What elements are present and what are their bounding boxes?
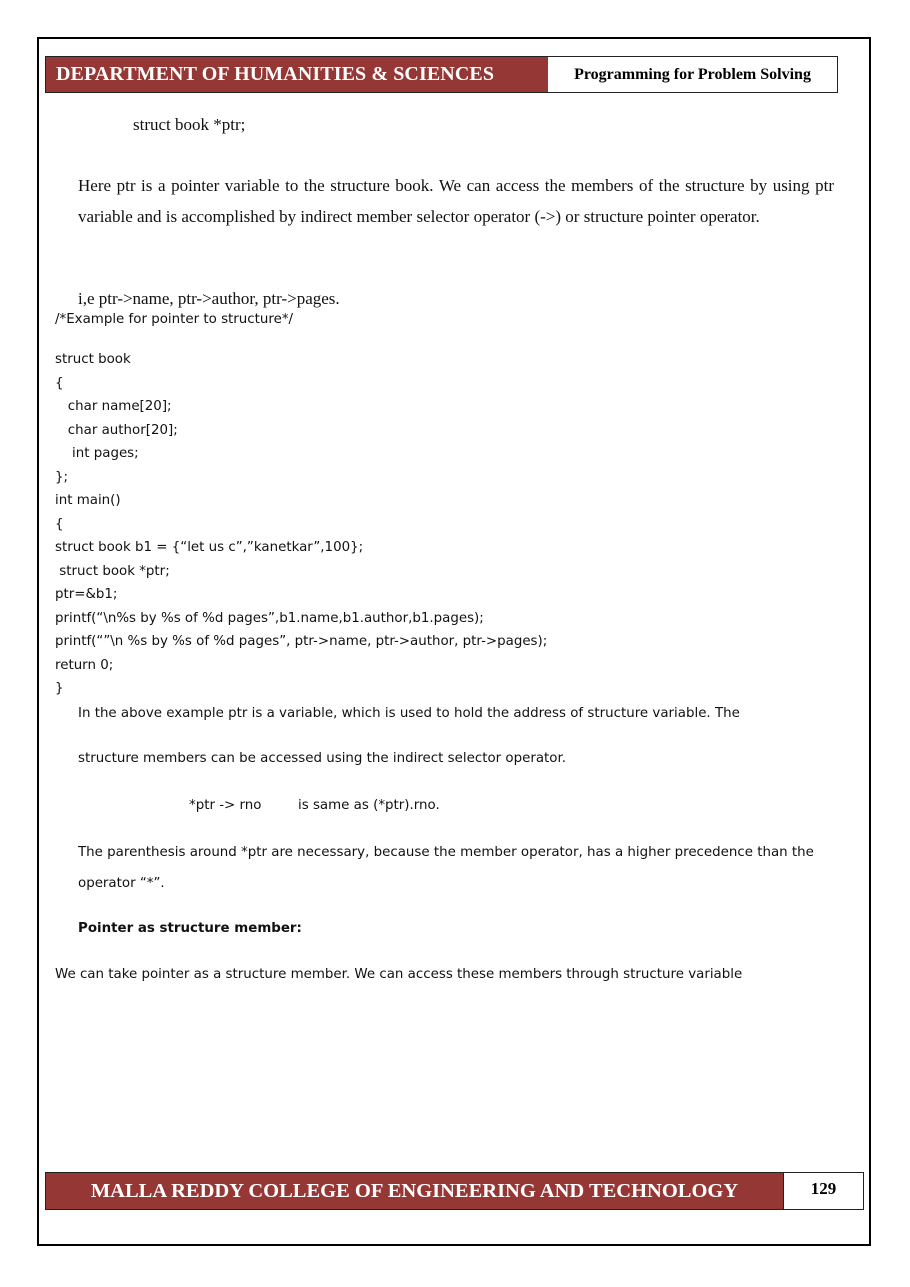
closing-line: We can take pointer as a structure member. We can access these members through structure variable [55,967,743,982]
page-number: 129 [783,1173,863,1209]
course-title: Programming for Problem Solving [548,57,837,92]
pointer-declaration: struct book *ptr; [133,115,246,134]
code-line: int pages; [55,446,139,461]
college-name: MALLA REDDY COLLEGE OF ENGINEERING AND TECHNOLOGY [46,1173,783,1209]
code-line: char author[20]; [55,423,178,438]
code-line: }; [55,470,69,485]
section-heading: Pointer as structure member: [78,921,302,936]
parenthesis-note-line-1: The parenthesis around *ptr are necessary, because the member operator, has a higher precedence than the [78,845,814,860]
code-line: struct book [55,352,131,367]
page-header [45,56,838,93]
department-title: DEPARTMENT OF HUMANITIES & SCIENCES [46,57,548,92]
code-line: return 0; [55,658,114,673]
code-line: { [55,376,64,391]
code-line: char name[20]; [55,399,172,414]
equivalence-left: *ptr -> rno [189,798,262,813]
explanation-line-1: In the above example ptr is a variable, which is used to hold the address of structure variable. The [78,706,740,721]
page-footer [45,1172,864,1210]
equivalence-right: is same as (*ptr).rno. [298,798,440,813]
intro-paragraph: Here ptr is a pointer variable to the structure book. We can access the members of the structure by using ptr variable and is accomplished by indirect member selector operator (->) or structure pointer operator. [78,176,834,226]
code-line: struct book b1 = {“let us c”,”kanetkar”,100}; [55,540,364,555]
code-line: int main() [55,493,121,508]
code-line: struct book *ptr; [55,564,170,579]
ie-line: i,e ptr->name, ptr->author, ptr->pages. [78,289,340,308]
code-line: } [55,681,64,696]
code-line: ptr=&b1; [55,587,118,602]
code-comment: /*Example for pointer to structure*/ [55,312,294,327]
parenthesis-note-line-2: operator “*”. [78,876,165,891]
code-line: printf(“\n%s by %s of %d pages”,b1.name,b1.author,b1.pages); [55,611,484,626]
code-line: printf(“”\n %s by %s of %d pages”, ptr->name, ptr->author, ptr->pages); [55,634,548,649]
code-line: { [55,517,64,532]
explanation-line-2: structure members can be accessed using the indirect selector operator. [78,751,567,766]
